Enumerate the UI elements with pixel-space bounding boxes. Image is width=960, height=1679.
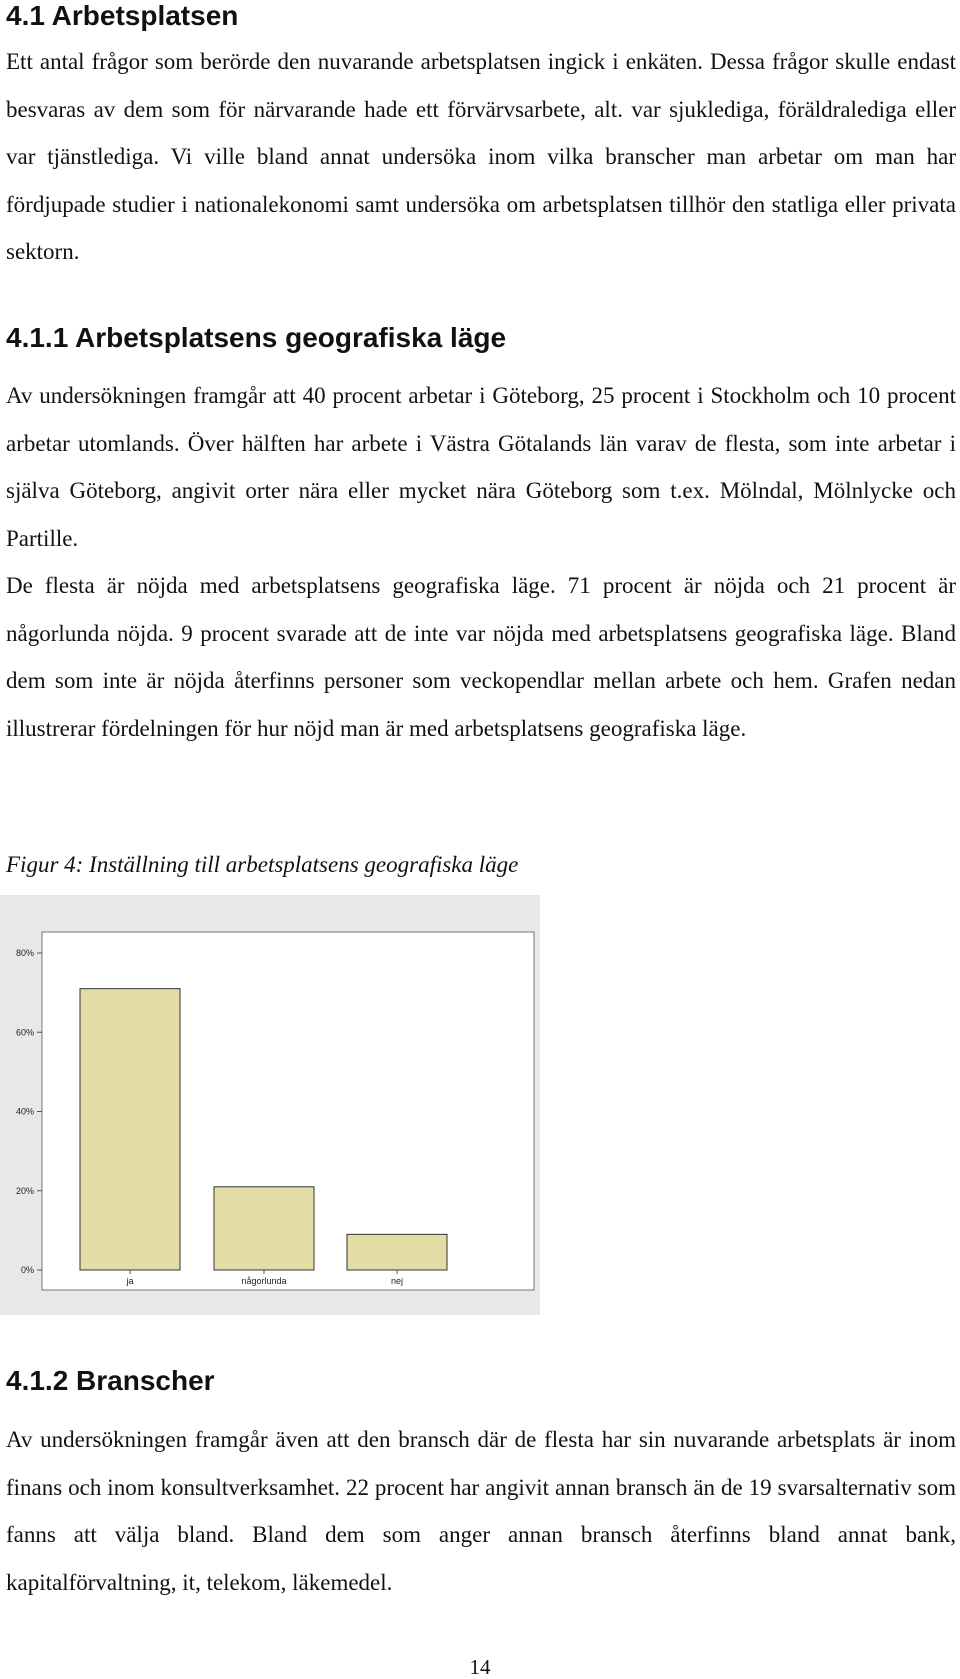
section-title: 4.1 Arbetsplatsen [6, 0, 239, 31]
geografiska-lage-paragraph-1: Av undersökningen framgår att 40 procent arbetar i Göteborg, 25 procent i Stockholm och 10 procent arbetar utomlands. Över hälften har arbete i Västra Götalands län varav de flesta, som inte arbetar i själva Göteborg, angivit orter nära eller mycket nära Göteborg som t.ex. Mölndal, Mölnlycke och Partille. [6, 383, 956, 551]
bar-2 [214, 1187, 314, 1270]
x-tick-label: nej [390, 1276, 404, 1286]
geografiska-lage-paragraph-2: De flesta är nöjda med arbetsplatsens geografiska läge. 71 procent är nöjda och 21 procent är någorlunda nöjda. 9 procent svarade att de inte var nöjda med arbetsplatsens geografiska läge. Bland dem som inte är nöjda återfinns personer som veckopendlar mellan arbete och hem. Grafen nedan illustrerar fördelningen för hur nöjd man är med arbetsplatsens geografiska läge. [6, 573, 956, 741]
page-number: 14 [469, 1655, 491, 1679]
x-tick-label: någorlunda [241, 1276, 287, 1286]
branscher-paragraph: Av undersökningen framgår även att den bransch där de flesta har sin nuvarande arbetsplats är inom finans och inom konsultverksamhet. 22 procent har angivit annan bransch än de 19 svarsalternativ som fanns att välja bland. Bland dem som anger annan bransch återfinns bland annat bank, kapitalförvaltning, it, telekom, läkemedel. [6, 1427, 956, 1595]
bar-1 [80, 989, 180, 1270]
x-tick-label: ja [126, 1276, 134, 1286]
y-tick-label: 0% [20, 1265, 34, 1275]
y-tick-label: 40% [15, 1106, 34, 1117]
figure-caption: Figur 4: Inställning till arbetsplatsens geografiska läge [6, 852, 519, 877]
subsection-title-geografiska-lage: 4.1.1 Arbetsplatsens geografiska läge [6, 322, 507, 353]
intro-paragraph: Ett antal frågor som berörde den nuvarande arbetsplatsen ingick i enkäten. Dessa frågor skulle endast besvaras av dem som för närvarande hade ett förvärvsarbete, alt. var sjuklediga, föräldralediga eller var tjänstlediga. Vi ville bland annat undersöka inom vilka branscher man arbetar om man har fördjupade studier i nationalekonomi samt undersöka om arbetsplatsen tillhör den statliga eller privata sektorn. [6, 49, 956, 264]
bar-3 [347, 1234, 447, 1270]
y-tick-label: 20% [15, 1185, 34, 1196]
y-tick-label: 80% [15, 948, 34, 958]
satisfaction-bar-chart [0, 895, 540, 1315]
subsection-title-branscher: 4.1.2 Branscher [6, 1365, 215, 1396]
y-tick-label: 60% [15, 1027, 34, 1038]
